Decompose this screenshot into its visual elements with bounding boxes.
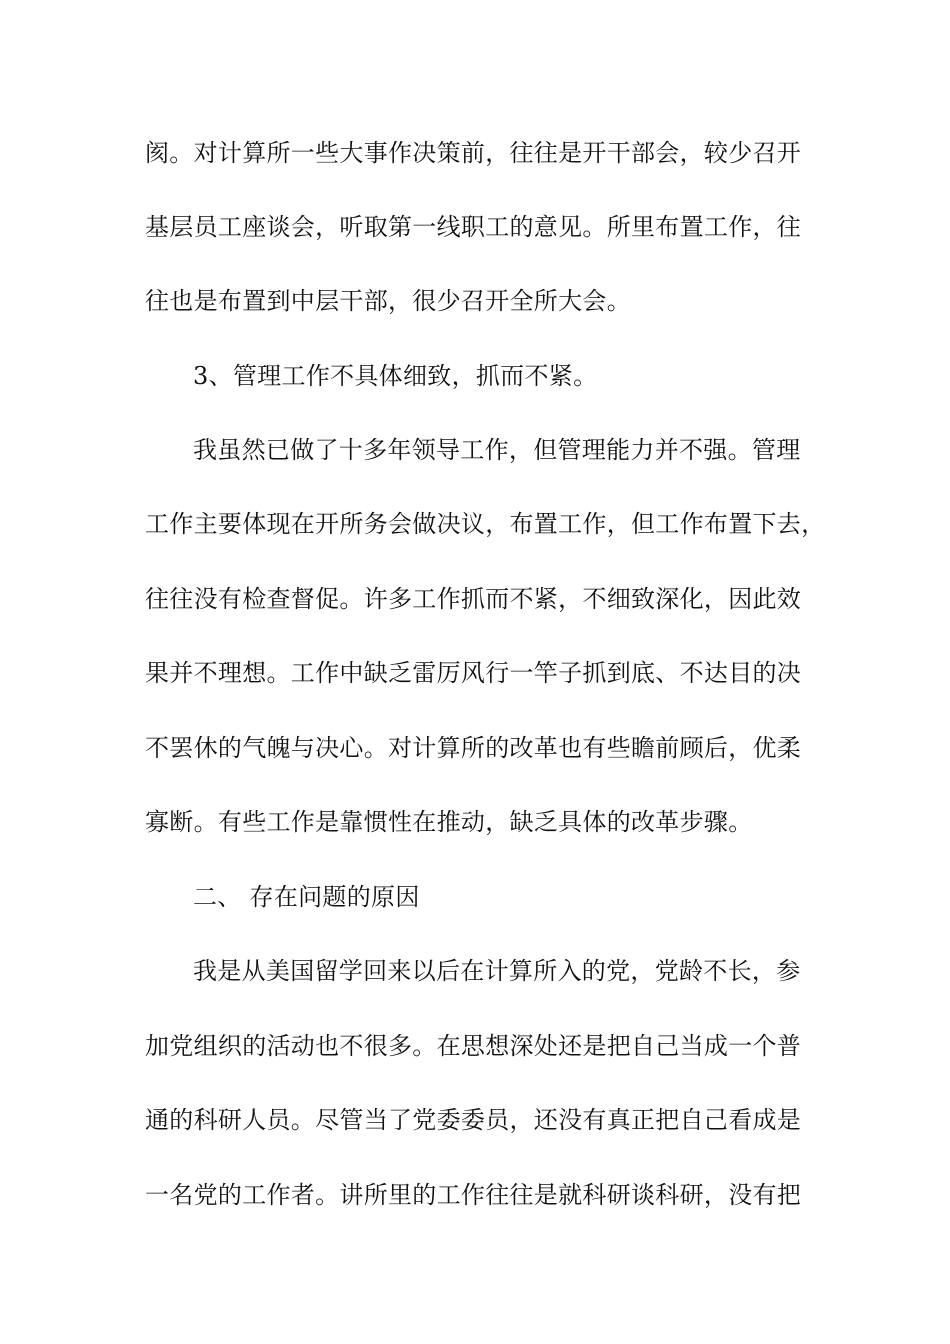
text-line-15: 一名党的工作者。讲所里的工作往往是就科研谈科研，没有把: [145, 1181, 802, 1209]
section-heading-3: 3、管理工作不具体细致，抓而不紧。: [193, 362, 598, 390]
text-line-7: 往往没有检查督促。许多工作抓而不紧，不细致深化，因此效: [145, 585, 802, 613]
text-line-6: 工作主要体现在开所务会做决议，布置工作，但工作布置下去，: [145, 510, 826, 538]
text-line-13: 加党组织的活动也不很多。在思想深处还是把自己当成一个普: [145, 1032, 802, 1060]
text-line-1: 阂。对计算所一些大事作决策前，往往是开干部会，较少召开: [145, 139, 802, 167]
text-line-3: 往也是布置到中层干部，很少召开全所大会。: [145, 287, 631, 315]
text-line-5: 我虽然已做了十多年领导工作，但管理能力并不强。管理: [193, 436, 801, 464]
text-line-9: 不罢休的气魄与决心。对计算所的改革也有些瞻前顾后，优柔: [145, 734, 802, 762]
text-line-14: 通的科研人员。尽管当了党委委员，还没有真正把自己看成是: [145, 1106, 802, 1134]
text-line-10: 寡断。有些工作是靠惯性在推动，缺乏具体的改革步骤。: [145, 808, 753, 836]
text-line-12: 我是从美国留学回来以后在计算所入的党，党龄不长，参: [193, 957, 801, 985]
text-line-2: 基层员工座谈会，听取第一线职工的意见。所里布置工作，往: [145, 213, 802, 241]
text-line-8: 果并不理想。工作中缺乏雷厉风行一竿子抓到底、不达目的决: [145, 659, 802, 687]
section-heading-2: 二、 存在问题的原因: [193, 883, 420, 911]
